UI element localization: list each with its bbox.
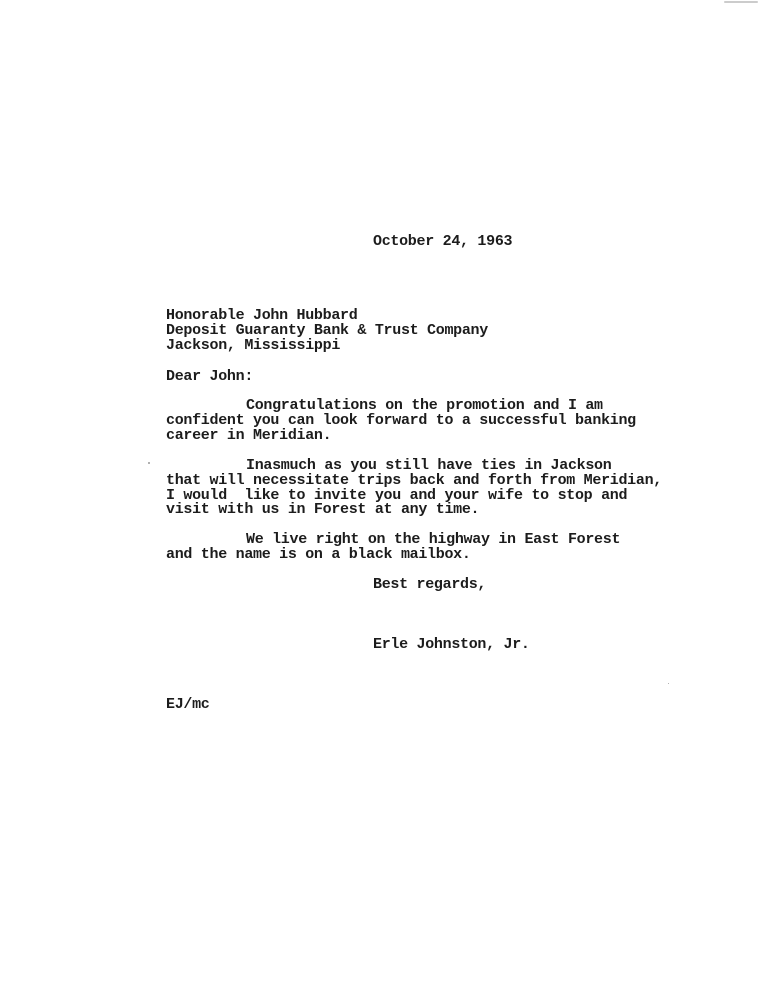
- salutation: Dear John:: [166, 368, 254, 385]
- address-line-city: Jackson, Mississippi: [166, 337, 341, 354]
- signature-name: Erle Johnston, Jr.: [373, 636, 530, 653]
- typist-initials: EJ/mc: [166, 696, 210, 713]
- paragraph-1-line-1: Congratulations on the promotion and I am: [246, 397, 603, 414]
- address-line-company: Deposit Guaranty Bank & Trust Company: [166, 322, 488, 339]
- paragraph-2-line-1: Inasmuch as you still have ties in Jackson: [246, 457, 612, 474]
- scan-speck: [668, 683, 669, 684]
- paragraph-2-line-2: that will necessitate trips back and forth from Meridian,: [166, 472, 662, 489]
- paragraph-3-line-2: and the name is on a black mailbox.: [166, 546, 471, 563]
- address-line-name: Honorable John Hubbard: [166, 307, 358, 324]
- closing: Best regards,: [373, 576, 487, 593]
- letter-date: October 24, 1963: [373, 233, 513, 250]
- paragraph-2-line-4: visit with us in Forest at any time.: [166, 501, 480, 518]
- paragraph-2-line-3: I would like to invite you and your wife to stop and: [166, 487, 628, 504]
- paragraph-1-line-2: confident you can look forward to a successful banking: [166, 412, 636, 429]
- scan-mark-top: [724, 1, 758, 3]
- paragraph-1-line-3: career in Meridian.: [166, 427, 332, 444]
- paragraph-3-line-1: We live right on the highway in East Forest: [246, 531, 621, 548]
- scan-speck: [148, 462, 150, 464]
